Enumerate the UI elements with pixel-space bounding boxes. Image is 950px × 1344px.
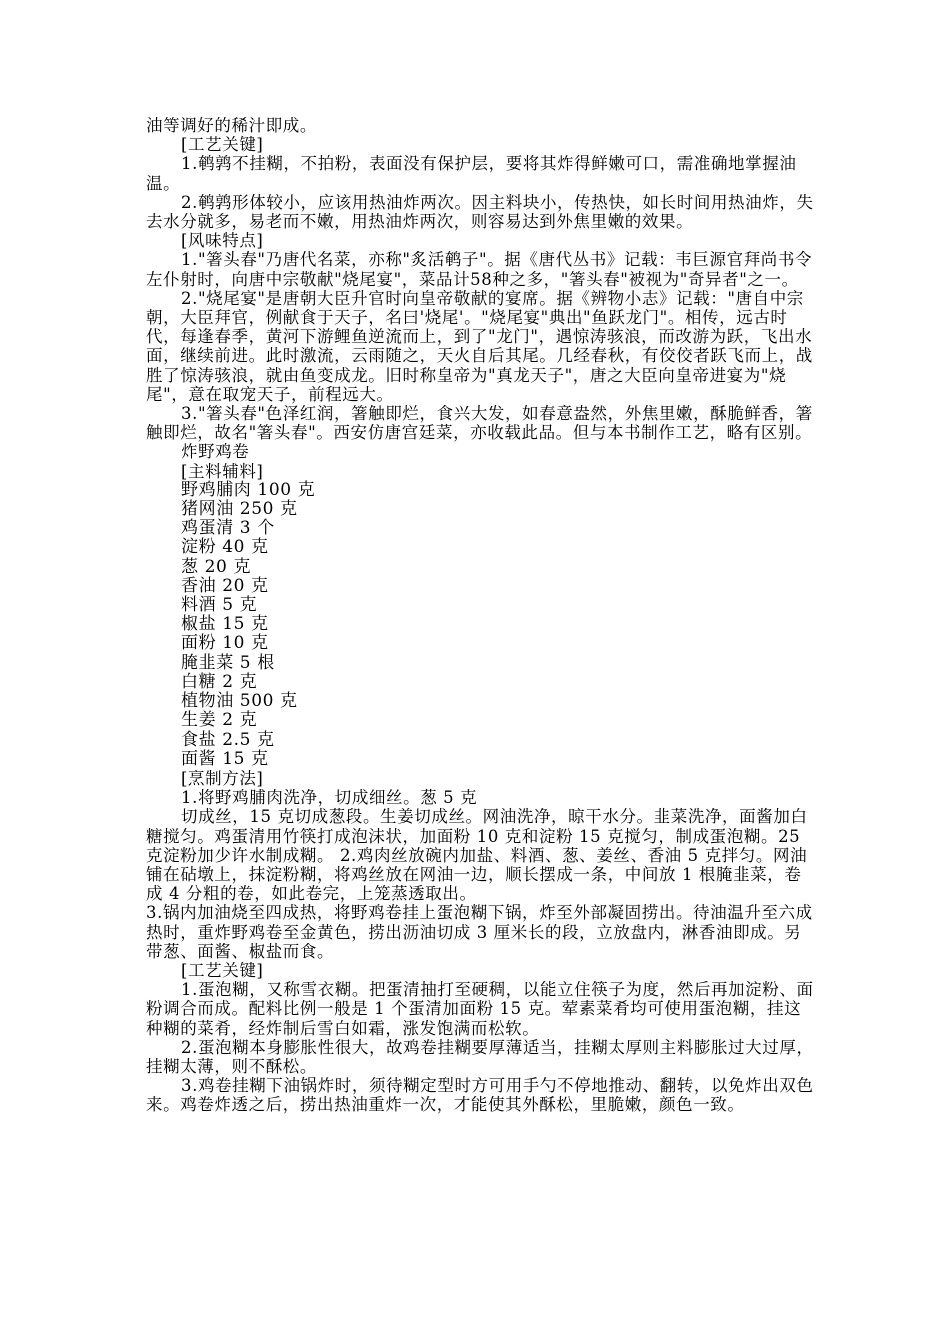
- document-page: [146, 116, 816, 1115]
- ingredient-item: 白糖 2 克: [181, 671, 258, 692]
- ingredient-item: 葱 20 克: [181, 556, 252, 577]
- ingredient-item: 料酒 5 克: [181, 595, 258, 616]
- craft-key-point-1: 1.蛋泡糊，又称雪衣糊。把蛋清抽打至硬稠，以能立住筷子为度，然后再加淀粉、面粉调合而成。配料比例一般是 1 个蛋清加面粉 15 克。荤素菜肴均可使用蛋泡糊，挂这种糊的菜肴，经炸制后雪白如霜，涨发饱满而松软。: [146, 980, 814, 1038]
- craft-key-point-2: 2.蛋泡糊本身膨胀性很大，故鸡卷挂糊要厚薄适当，挂糊太厚则主料膨胀过大过厚，挂糊太薄，则不酥松。: [146, 1037, 814, 1076]
- ingredient-item: 淀粉 40 克: [181, 537, 269, 558]
- ingredient-item: 食盐 2.5 克: [181, 729, 275, 750]
- ingredient-item: 椒盐 15 克: [181, 614, 269, 635]
- ingredient-item: 鸡蛋清 3 个: [181, 518, 275, 539]
- craft-key-point-3: 3.鸡卷挂糊下油锅炸时，须待糊定型时方可用手勺不停地推动、翻转，以免炸出双色来。鸡卷炸透之后，捞出热油重炸一次，才能使其外酥松，里脆嫩，颜色一致。: [146, 1076, 814, 1115]
- ingredient-item: 面粉 10 克: [181, 633, 269, 654]
- section-heading-flavor: [风味特点]: [181, 231, 264, 251]
- ingredient-item: 野鸡脯肉 100 克: [181, 479, 316, 500]
- section-heading-craft-keys: [工艺关键]: [181, 135, 264, 155]
- ingredient-item: 腌韭菜 5 根: [181, 652, 275, 673]
- ingredient-item: 生姜 2 克: [181, 710, 258, 731]
- section-heading-method: [烹制方法]: [181, 768, 264, 788]
- method-step-3: 3.锅内加油烧至四成热，将野鸡卷挂上蛋泡糊下锅，炸至外部凝固捞出。待油温升至六成热时，重炸野鸡卷至金黄色，捞出沥油切成 3 厘米长的段，立放盘内，淋香油即成。另带葱、面酱、椒盐而食。: [146, 903, 813, 961]
- method-step-1: 1.将野鸡脯肉洗净，切成细丝。葱 5 克: [181, 788, 478, 808]
- method-step-1-continued: 切成丝，15 克切成葱段。生姜切成丝。网油洗净，晾干水分。韭菜洗净，面酱加白糖搅匀。鸡蛋清用竹筷打成泡沫状，加面粉 10 克和淀粉 15 克搅匀，制成蛋泡糊。25 克淀粉加少许水制成糊。 2.鸡肉丝放碗内加盐、料酒、葱、姜丝、香油 5 克拌匀。网油铺在砧墩上，抹淀粉糊，将鸡丝放在网油一边，顺长摆成一条，中间放 1 根腌韭菜，卷成 4 分粗的卷，如此卷完，上笼蒸透取出。: [146, 807, 808, 904]
- paragraph-continuation: 油等调好的稀汁即成。: [146, 116, 317, 135]
- ingredient-list: [146, 481, 816, 769]
- craft-key-2: 2.鹌鹑形体较小，应该用热油炸两次。因主料块小，传热快，如长时间用热油炸，失去水分就多，易老而不嫩，用热油炸两次，则容易达到外焦里嫩的效果。: [146, 192, 814, 232]
- dish-title: 炸野鸡卷: [181, 442, 250, 462]
- ingredient-item: 香油 20 克: [181, 575, 269, 596]
- ingredient-item: 植物油 500 克: [181, 691, 298, 712]
- ingredient-item: 面酱 15 克: [181, 748, 269, 769]
- section-heading-ingredients: [主料辅料]: [181, 461, 264, 481]
- flavor-point-3: 3."箸头春"色泽红润，箸触即烂，食兴大发，如春意盎然，外焦里嫩，酥脆鲜香，箸触即烂，故名"箸头春"。西安仿唐宫廷菜，亦收载此品。但与本书制作工艺，略有区别。: [146, 404, 813, 443]
- flavor-point-1: 1."箸头春"乃唐代名菜，亦称"炙活鹌子"。据《唐代丛书》记载：韦巨源官拜尚书令左仆射时，向唐中宗敬献"烧尾宴"，菜品计58种之多，"箸头春"被视为"奇异者"之一。: [146, 250, 813, 289]
- ingredient-item: 猪网油 250 克: [181, 499, 298, 520]
- craft-key-1: 1.鹌鹑不挂糊，不拍粉，表面没有保护层，要将其炸得鲜嫩可口，需准确地掌握油温。: [146, 154, 797, 193]
- flavor-point-2: 2."烧尾宴"是唐朝大臣升官时向皇帝敬献的宴席。据《辨物小志》记载："唐自中宗朝，大臣拜官，例献食于天子，名曰'烧尾'。"烧尾宴"典出"鱼跃龙门"。相传，远古时代，每逢春季，黄河下游鲤鱼逆流而上，到了"龙门"，遇惊涛骇浪，而改游为跃，飞出水面，继续前进。此时激流，云雨随之，天火自后其尾。几经春秋，有佼佼者跃飞而上，战胜了惊涛骇浪，就由鱼变成龙。旧时称皇帝为"真龙天子"，唐之大臣向皇帝进宴为"烧尾"，意在取宠天子，前程远大。: [146, 288, 813, 404]
- section-heading-craft-keys-2: [工艺关键]: [181, 960, 264, 980]
